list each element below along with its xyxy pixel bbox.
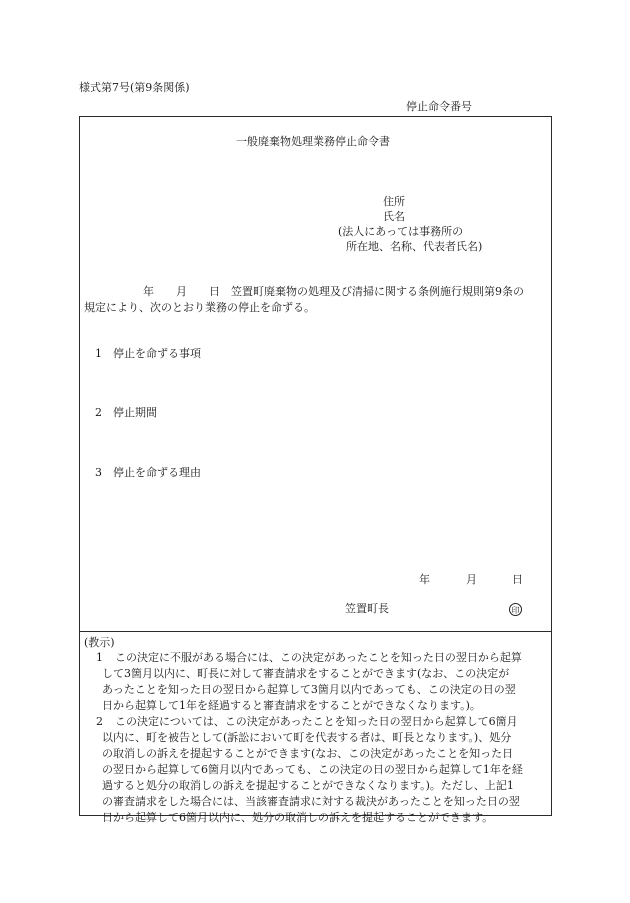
issuer-name: 笠置町長 <box>345 602 389 615</box>
notice-p1-line: 日から起算して1年を経過すると審査請求をすることができなくなります。)。 <box>102 699 481 712</box>
order-number-label: 停止命令番号 <box>406 100 472 113</box>
form-number: 様式第7号(第9条関係) <box>79 81 190 94</box>
address-label: 住所 <box>383 195 405 208</box>
recipient-note-line1: (法人にあっては事務所の <box>338 225 464 238</box>
item-1-label: 停止を命ずる事項 <box>113 347 201 360</box>
notice-p2-number: 2 <box>96 715 103 728</box>
notice-heading: (教示) <box>84 636 115 649</box>
notice-p1-line: あったことを知った日の翌日から起算して3箇月以内であっても、この決定の日の翌 <box>102 683 516 696</box>
item-3-label: 停止を命ずる理由 <box>113 466 201 479</box>
notice-p2-line: の取消しの訴えを提起することができます(なお、この決定があったことを知った日 <box>102 747 514 760</box>
notice-p1-line: して3箇月以内に、町長に対して審査請求をすることができます(なお、この決定が <box>102 667 510 680</box>
notice-p1-number: 1 <box>96 651 103 664</box>
body-line-2: 規定により、次のとおり業務の停止を命ずる。 <box>84 301 315 314</box>
seal-mark: 印 <box>509 603 522 616</box>
notice-p2-line: 過すると処分の取消しの訴えを提起することができなくなります。)。ただし、上記1 <box>102 779 514 792</box>
item-3-number: 3 <box>95 466 102 479</box>
date-month-label: 月 <box>466 573 477 586</box>
item-1-number: 1 <box>95 347 102 360</box>
item-2-number: 2 <box>95 406 102 419</box>
recipient-note-line2: 所在地、名称、代表者氏名) <box>346 240 483 253</box>
notice-p1-line: この決定に不服がある場合には、この決定があったことを知った日の翌日から起算 <box>115 651 522 664</box>
notice-p2-line: この決定については、この決定があったことを知った日の翌日から起算して6箇月 <box>115 715 518 728</box>
notice-p2-line: 日から起算して6箇月以内に、処分の取消しの訴えを提起することができます。 <box>102 811 494 824</box>
notice-p2-line: の審査請求をした場合には、当該審査請求に対する裁決があったことを知った日の翌 <box>102 795 520 808</box>
date-day-label: 日 <box>512 573 523 586</box>
notice-divider <box>79 631 552 632</box>
notice-p2-line: 以内に、町を被告として(訴訟において町を代表する者は、町長となります。)、処分 <box>102 731 512 744</box>
name-label: 氏名 <box>383 210 405 223</box>
body-line-1: 年 月 日 笠置町廃棄物の処理及び清掃に関する条例施行規則第9条の <box>143 285 524 298</box>
item-2-label: 停止期間 <box>113 406 157 419</box>
date-year-label: 年 <box>419 573 430 586</box>
document-title: 一般廃棄物処理業務停止命令書 <box>236 135 390 148</box>
notice-p2-line: の翌日から起算して6箇月以内であっても、この決定の日の翌日から起算して1年を経 <box>102 763 523 776</box>
